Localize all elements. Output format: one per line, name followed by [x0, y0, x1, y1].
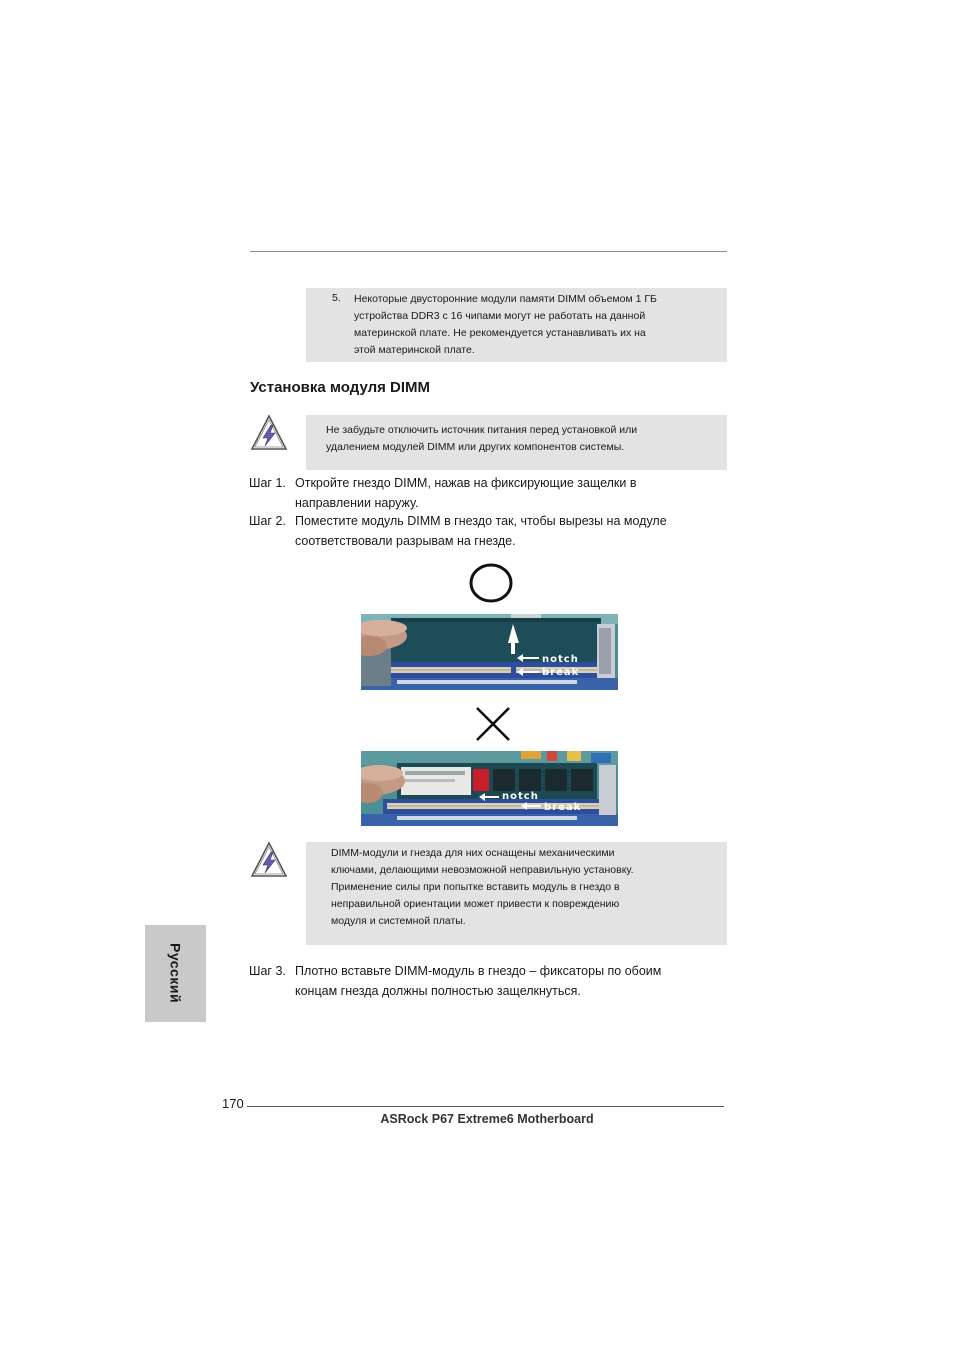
- warning-box-2: [306, 842, 727, 945]
- note-box-top: [306, 288, 727, 362]
- warning-box-1: [306, 415, 727, 470]
- step-2-text: [295, 512, 725, 551]
- step-line: Поместите модуль DIMM в гнездо так, чтобы вырезы на модуле: [295, 514, 667, 528]
- dimm-photo-correct: [361, 614, 618, 690]
- step-3-label: Шаг 3.: [249, 964, 286, 978]
- notch-label: notch: [502, 791, 539, 802]
- step-line: концам гнезда должны полностью защелкнуться.: [295, 983, 581, 998]
- warning-lightning-icon: [249, 840, 289, 880]
- warning-line: DIMM-модули и гнезда для них оснащены механическими: [331, 847, 615, 859]
- warning-lightning-icon: [249, 413, 289, 453]
- warning-line: модуля и системной платы.: [331, 915, 466, 927]
- warning-line: удалением модулей DIMM или других компонентов системы.: [326, 441, 625, 453]
- warning-text: [326, 422, 716, 456]
- step-line: Плотно вставьте DIMM-модуль в гнездо – фиксаторы по обоим: [295, 964, 662, 978]
- break-label: break: [542, 667, 580, 678]
- page-number: 170: [222, 1096, 244, 1111]
- note-number: 5.: [332, 292, 341, 304]
- warning-line: неправильной ориентации может привести к повреждению: [331, 898, 620, 910]
- break-label: break: [544, 802, 582, 813]
- note-line: устройства DDR3 с 16 чипами могут не работать на данной: [354, 310, 646, 322]
- step-1-label: Шаг 1.: [249, 476, 286, 490]
- language-label: Русский: [167, 943, 184, 1004]
- note-line: Некоторые двусторонние модули памяти DIMM объемом 1 ГБ: [354, 293, 657, 305]
- cross-icon: [474, 705, 512, 743]
- step-line: направлении наружу.: [295, 495, 419, 510]
- warning-line: ключами, делающими невозможной неправильную установку.: [331, 864, 634, 876]
- step-line: Откройте гнездо DIMM, нажав на фиксирующие защелки в: [295, 476, 637, 490]
- footer-rule: [247, 1106, 724, 1107]
- step-2-label: Шаг 2.: [249, 514, 286, 528]
- language-tab: [145, 925, 206, 1022]
- notch-label: notch: [542, 654, 579, 665]
- circle-icon: [468, 562, 514, 604]
- step-1-text: [295, 474, 725, 513]
- header-rule: [250, 251, 727, 252]
- step-line: соответствовали разрывам на гнезде.: [295, 533, 516, 548]
- step-3-text: [295, 962, 725, 1001]
- footer-title: ASRock P67 Extreme6 Motherboard: [380, 1112, 594, 1126]
- warning-text: [331, 845, 711, 930]
- note-text: [354, 291, 694, 359]
- warning-line: Применение силы при попытке вставить модуль в гнездо в: [331, 881, 620, 893]
- note-line: материнской плате. Не рекомендуется устанавливать их на: [354, 327, 646, 339]
- dimm-photo-wrong: [361, 751, 618, 826]
- note-line: этой материнской плате.: [354, 344, 475, 356]
- section-title: Установка модуля DIMM: [250, 379, 431, 396]
- warning-line: Не забудьте отключить источник питания перед установкой или: [326, 424, 638, 436]
